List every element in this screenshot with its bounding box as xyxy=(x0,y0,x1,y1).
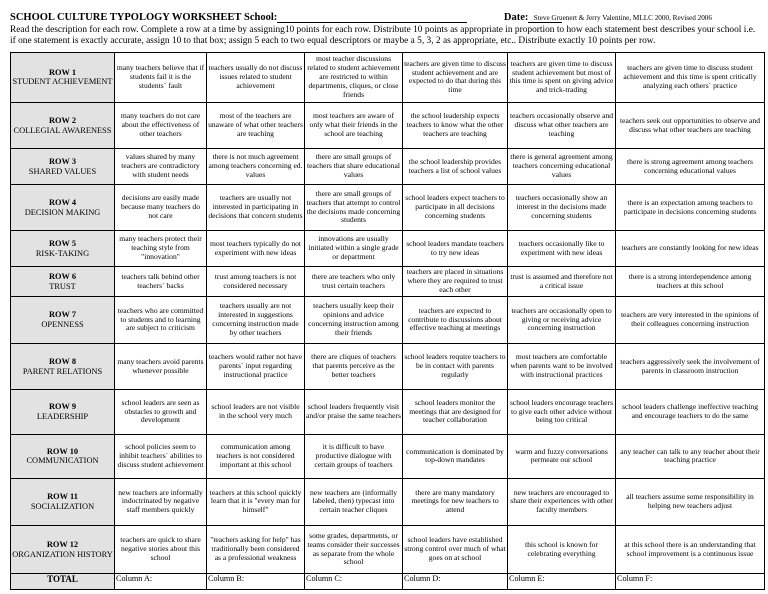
descriptor-cell-b[interactable]: teachers at this school quickly learn that it is "every man for himself" xyxy=(207,479,305,526)
instructions-text: Read the description for each row. Complete a row at a time by assigning10 points for each row. Distribute 10 points as appropriate in proportion to how each statement best describes your school i.e. if one statement is exactly accurate, assign 10 to that box; assign 5 each to two equal descriptors or maybe a 5, 3, 2 as appropriate, etc.. Distribute exactly 10 points per row. xyxy=(10,25,756,46)
descriptor-cell-c[interactable]: there are cliques of teachers that parents perceive as the better teachers xyxy=(305,343,403,390)
descriptor-cell-e[interactable]: school leaders encourage teachers to give each other advice without being too critical xyxy=(508,390,616,434)
row-name: STUDENT ACHIEVEMENT xyxy=(12,77,113,87)
date-label: Date: xyxy=(503,12,529,23)
descriptor-cell-e[interactable]: this school is known for celebrating everything xyxy=(508,525,616,574)
descriptor-cell-c[interactable]: most teacher discussions related to student achievement are restricted to within departments, cliques, or close friends xyxy=(305,53,403,103)
row-label xyxy=(11,390,115,434)
descriptor-cell-f[interactable]: all teachers assume some responsibility in helping new teachers adjust xyxy=(616,479,765,526)
table-row xyxy=(11,479,765,526)
row-name: TRUST xyxy=(49,281,76,291)
header-line xyxy=(10,12,760,26)
descriptor-cell-f[interactable]: there is a strong interdependence among teachers at this school xyxy=(616,266,765,296)
descriptor-cell-e[interactable]: teachers occasionally observe and discuss what other teachers are teaching xyxy=(508,102,616,149)
row-label xyxy=(11,266,115,296)
row-label xyxy=(11,434,115,478)
credit-line: Steve Gruenert & Jerry Valentine, MLLC 2000, Revised 2006 xyxy=(533,14,712,22)
row-number: ROW 11 xyxy=(47,492,78,502)
descriptor-cell-d[interactable]: the school leadership expects teachers to know what the other teachers are teaching xyxy=(403,102,508,149)
table-row xyxy=(11,525,765,574)
typology-table xyxy=(10,52,765,590)
descriptor-cell-e[interactable]: there is general agreement among teachers concerning educational values xyxy=(508,149,616,184)
table-row xyxy=(11,149,765,184)
descriptor-cell-a[interactable]: teachers who are committed to students and to learning are subject to criticism xyxy=(115,297,207,344)
descriptor-cell-b[interactable]: most teachers typically do not experiment with new ideas xyxy=(207,231,305,266)
total-column-d[interactable]: Column D: xyxy=(403,574,508,590)
total-label: TOTAL xyxy=(11,574,115,590)
descriptor-cell-d[interactable]: there are many mandatory meetings for new teachers to attend xyxy=(403,479,508,526)
descriptor-cell-f[interactable]: teachers are given time to discuss student achievement and this time is spent critically analyzing each others` practice xyxy=(616,53,765,103)
descriptor-cell-d[interactable]: school leaders mandate teachers to try new ideas xyxy=(403,231,508,266)
descriptor-cell-f[interactable]: any teacher can talk to any teacher about their teaching practice xyxy=(616,434,765,478)
table-row xyxy=(11,390,765,434)
descriptor-cell-e[interactable]: trust is assumed and therefore not a critical issue xyxy=(508,266,616,296)
descriptor-cell-e[interactable]: teachers are given time to discuss student achievement but most of this time is spent on giving advice and trick-trading xyxy=(508,53,616,103)
row-label xyxy=(11,479,115,526)
table-row xyxy=(11,434,765,478)
row-number: ROW 2 xyxy=(48,116,77,126)
descriptor-cell-c[interactable]: it is difficult to have productive dialogue with certain groups of teachers xyxy=(305,434,403,478)
row-label xyxy=(11,525,115,574)
table-row xyxy=(11,297,765,344)
descriptor-cell-a[interactable]: many teachers do not care about the effectiveness of other teachers xyxy=(115,102,207,149)
total-column-e[interactable]: Column E: xyxy=(508,574,616,590)
descriptor-cell-d[interactable]: school leaders require teachers to be in contact with parents regularly xyxy=(403,343,508,390)
descriptor-cell-b[interactable]: "teachers asking for help" has traditionally been considered as a professional weakness xyxy=(207,525,305,574)
descriptor-cell-a[interactable]: many teachers believe that if students fail it is the students` fault xyxy=(115,53,207,103)
row-number: ROW 9 xyxy=(48,402,77,412)
descriptor-cell-b[interactable]: trust among teachers is not considered necessary xyxy=(207,266,305,296)
row-name: PARENT RELATIONS xyxy=(22,366,103,376)
descriptor-cell-d[interactable]: teachers are given time to discuss student achievement and are expected to do that during this time xyxy=(403,53,508,103)
descriptor-cell-a[interactable]: school leaders are seen as obstacles to growth and development xyxy=(115,390,207,434)
descriptor-cell-b[interactable]: school leaders are not visible in the school very much xyxy=(207,390,305,434)
row-name: COLLEGIAL AWARENESS xyxy=(13,125,112,135)
row-number: ROW 6 xyxy=(48,272,77,281)
descriptor-cell-a[interactable]: teachers are quick to share negative stories about this school xyxy=(115,525,207,574)
descriptor-cell-a[interactable]: many teachers protect their teaching style from "innovation" xyxy=(115,231,207,266)
descriptor-cell-d[interactable]: the school leadership provides teachers a list of school values xyxy=(403,149,508,184)
row-label xyxy=(11,102,115,149)
descriptor-cell-f[interactable]: at this school there is an understanding that school improvement is a continuous issue xyxy=(616,525,765,574)
descriptor-cell-b[interactable]: teachers usually do not discuss issues related to student achievement xyxy=(207,53,305,103)
row-number: ROW 8 xyxy=(48,357,77,367)
total-column-f[interactable]: Column F: xyxy=(616,574,765,590)
descriptor-cell-f[interactable]: there is strong agreement among teachers concerning educational values xyxy=(616,149,765,184)
descriptor-cell-f[interactable]: there is an expectation among teachers to participate in decisions concerning students xyxy=(616,184,765,231)
descriptor-cell-b[interactable]: there is not much agreement among teachers concerning ed. values xyxy=(207,149,305,184)
descriptor-cell-a[interactable]: many teachers avoid parents whenever possible xyxy=(115,343,207,390)
descriptor-cell-e[interactable]: warm and fuzzy conversations permeate our school xyxy=(508,434,616,478)
descriptor-cell-b[interactable]: teachers are usually not interested in participating in decisions that concern students xyxy=(207,184,305,231)
descriptor-cell-a[interactable]: teachers talk behind other teachers` backs xyxy=(115,266,207,296)
row-number: ROW 5 xyxy=(48,239,77,249)
descriptor-cell-f[interactable]: teachers seek out opportunities to observe and discuss what other teachers are teaching xyxy=(616,102,765,149)
row-label xyxy=(11,149,115,184)
descriptor-cell-d[interactable]: teachers are placed in situations where they are required to trust each other xyxy=(403,266,508,296)
row-name: SOCIALIZATION xyxy=(30,501,95,511)
row-name: ORGANIZATION HISTORY xyxy=(12,549,113,559)
row-name: LEADERSHIP xyxy=(36,412,89,422)
descriptor-cell-c[interactable]: some grades, departments, or teams consider their successes as separate from the whole school xyxy=(305,525,403,574)
row-number: ROW 4 xyxy=(48,198,77,208)
row-name: DECISION MAKING xyxy=(24,207,101,217)
descriptor-cell-f[interactable]: school leaders challenge ineffective teaching and encourage teachers to do the same xyxy=(616,390,765,434)
descriptor-cell-e[interactable]: teachers are occasionally open to giving or receiving advice concerning instruction xyxy=(508,297,616,344)
row-label xyxy=(11,184,115,231)
descriptor-cell-b[interactable]: teachers would rather not have parents` input regarding instructional practice xyxy=(207,343,305,390)
descriptor-cell-c[interactable]: new teachers are (informally labeled, then) typecast into certain teacher cliques xyxy=(305,479,403,526)
descriptor-cell-e[interactable]: new teachers are encouraged to share their experiences with other faculty members xyxy=(508,479,616,526)
table-row xyxy=(11,102,765,149)
total-column-b[interactable]: Column B: xyxy=(207,574,305,590)
descriptor-cell-a[interactable]: school policies seem to inhibit teachers` abilities to discuss student achievement xyxy=(115,434,207,478)
total-row xyxy=(11,574,765,590)
descriptor-cell-c[interactable]: innovations are usually initiated within a single grade or department xyxy=(305,231,403,266)
row-label xyxy=(11,343,115,390)
row-label xyxy=(11,297,115,344)
descriptor-cell-c[interactable]: there are teachers who only trust certain teachers xyxy=(305,266,403,296)
descriptor-cell-c[interactable]: there are small groups of teachers that attempt to control the decisions made concerning students xyxy=(305,184,403,231)
descriptor-cell-b[interactable]: most of the teachers are unaware of what other teachers are teaching xyxy=(207,102,305,149)
descriptor-cell-c[interactable]: there are small groups of teachers that share educational values xyxy=(305,149,403,184)
descriptor-cell-a[interactable]: decisions are easily made because many teachers do not care xyxy=(115,184,207,231)
table-row xyxy=(11,184,765,231)
descriptor-cell-a[interactable]: values shared by many teachers are contradictory with student needs xyxy=(115,149,207,184)
descriptor-cell-e[interactable]: teachers occasionally like to experiment with new ideas xyxy=(508,231,616,266)
descriptor-cell-b[interactable]: teachers usually are not interested in suggestions concerning instruction made by other teachers xyxy=(207,297,305,344)
row-name: COMMUNICATION xyxy=(26,456,99,466)
descriptor-cell-f[interactable]: teachers aggressively seek the involvement of parents in classroom instruction xyxy=(616,343,765,390)
descriptor-cell-f[interactable]: teachers are constantly looking for new ideas xyxy=(616,231,765,266)
row-name: SHARED VALUES xyxy=(28,166,97,176)
total-column-c[interactable]: Column C: xyxy=(305,574,403,590)
total-column-a[interactable]: Column A: xyxy=(115,574,207,590)
descriptor-cell-e[interactable]: teachers occasionally show an interest in the decisions made concerning students xyxy=(508,184,616,231)
descriptor-cell-b[interactable]: communication among teachers is not considered important at this school xyxy=(207,434,305,478)
worksheet-title: SCHOOL CULTURE TYPOLOGY WORKSHEET xyxy=(10,12,242,23)
table-row xyxy=(11,266,765,296)
descriptor-cell-e[interactable]: most teachers are comfortable when parents want to be involved with instructional practices xyxy=(508,343,616,390)
descriptor-cell-d[interactable]: teachers are expected to contribute to discussions about effective teaching at meetings xyxy=(403,297,508,344)
descriptor-cell-a[interactable]: new teachers are informally indoctrinated by negative staff members quickly xyxy=(115,479,207,526)
descriptor-cell-c[interactable]: school leaders frequently visit and/or praise the same teachers xyxy=(305,390,403,434)
row-number: ROW 3 xyxy=(48,157,77,167)
descriptor-cell-d[interactable]: school leaders have established strong control over much of what goes on at school xyxy=(403,525,508,574)
row-number: ROW 1 xyxy=(48,67,77,77)
table-row xyxy=(11,53,765,103)
row-number: ROW 10 xyxy=(46,446,79,456)
table-row xyxy=(11,231,765,266)
descriptor-cell-f[interactable]: teachers are very interested in the opinions of their colleagues concerning instruction xyxy=(616,297,765,344)
descriptor-cell-c[interactable]: most teachers are aware of only what their friends in the school are teaching xyxy=(305,102,403,149)
row-label xyxy=(11,53,115,103)
row-name: RISK-TAKING xyxy=(35,248,90,258)
school-label: School: xyxy=(243,12,278,23)
row-label xyxy=(11,231,115,266)
row-name: OPENNESS xyxy=(41,320,84,330)
descriptor-cell-d[interactable]: school leaders monitor the meetings that are designed for teacher collaboration xyxy=(403,390,508,434)
table-row xyxy=(11,343,765,390)
row-number: ROW 7 xyxy=(48,310,77,320)
descriptor-cell-d[interactable]: communication is dominated by top-down mandates xyxy=(403,434,508,478)
row-number: ROW 12 xyxy=(46,539,79,549)
descriptor-cell-d[interactable]: school leaders expect teachers to participate in all decisions concerning students xyxy=(403,184,508,231)
descriptor-cell-c[interactable]: teachers usually keep their opinions and advice concerning instruction among their friends xyxy=(305,297,403,344)
school-name-blank[interactable] xyxy=(277,12,467,23)
table-body xyxy=(11,53,765,590)
